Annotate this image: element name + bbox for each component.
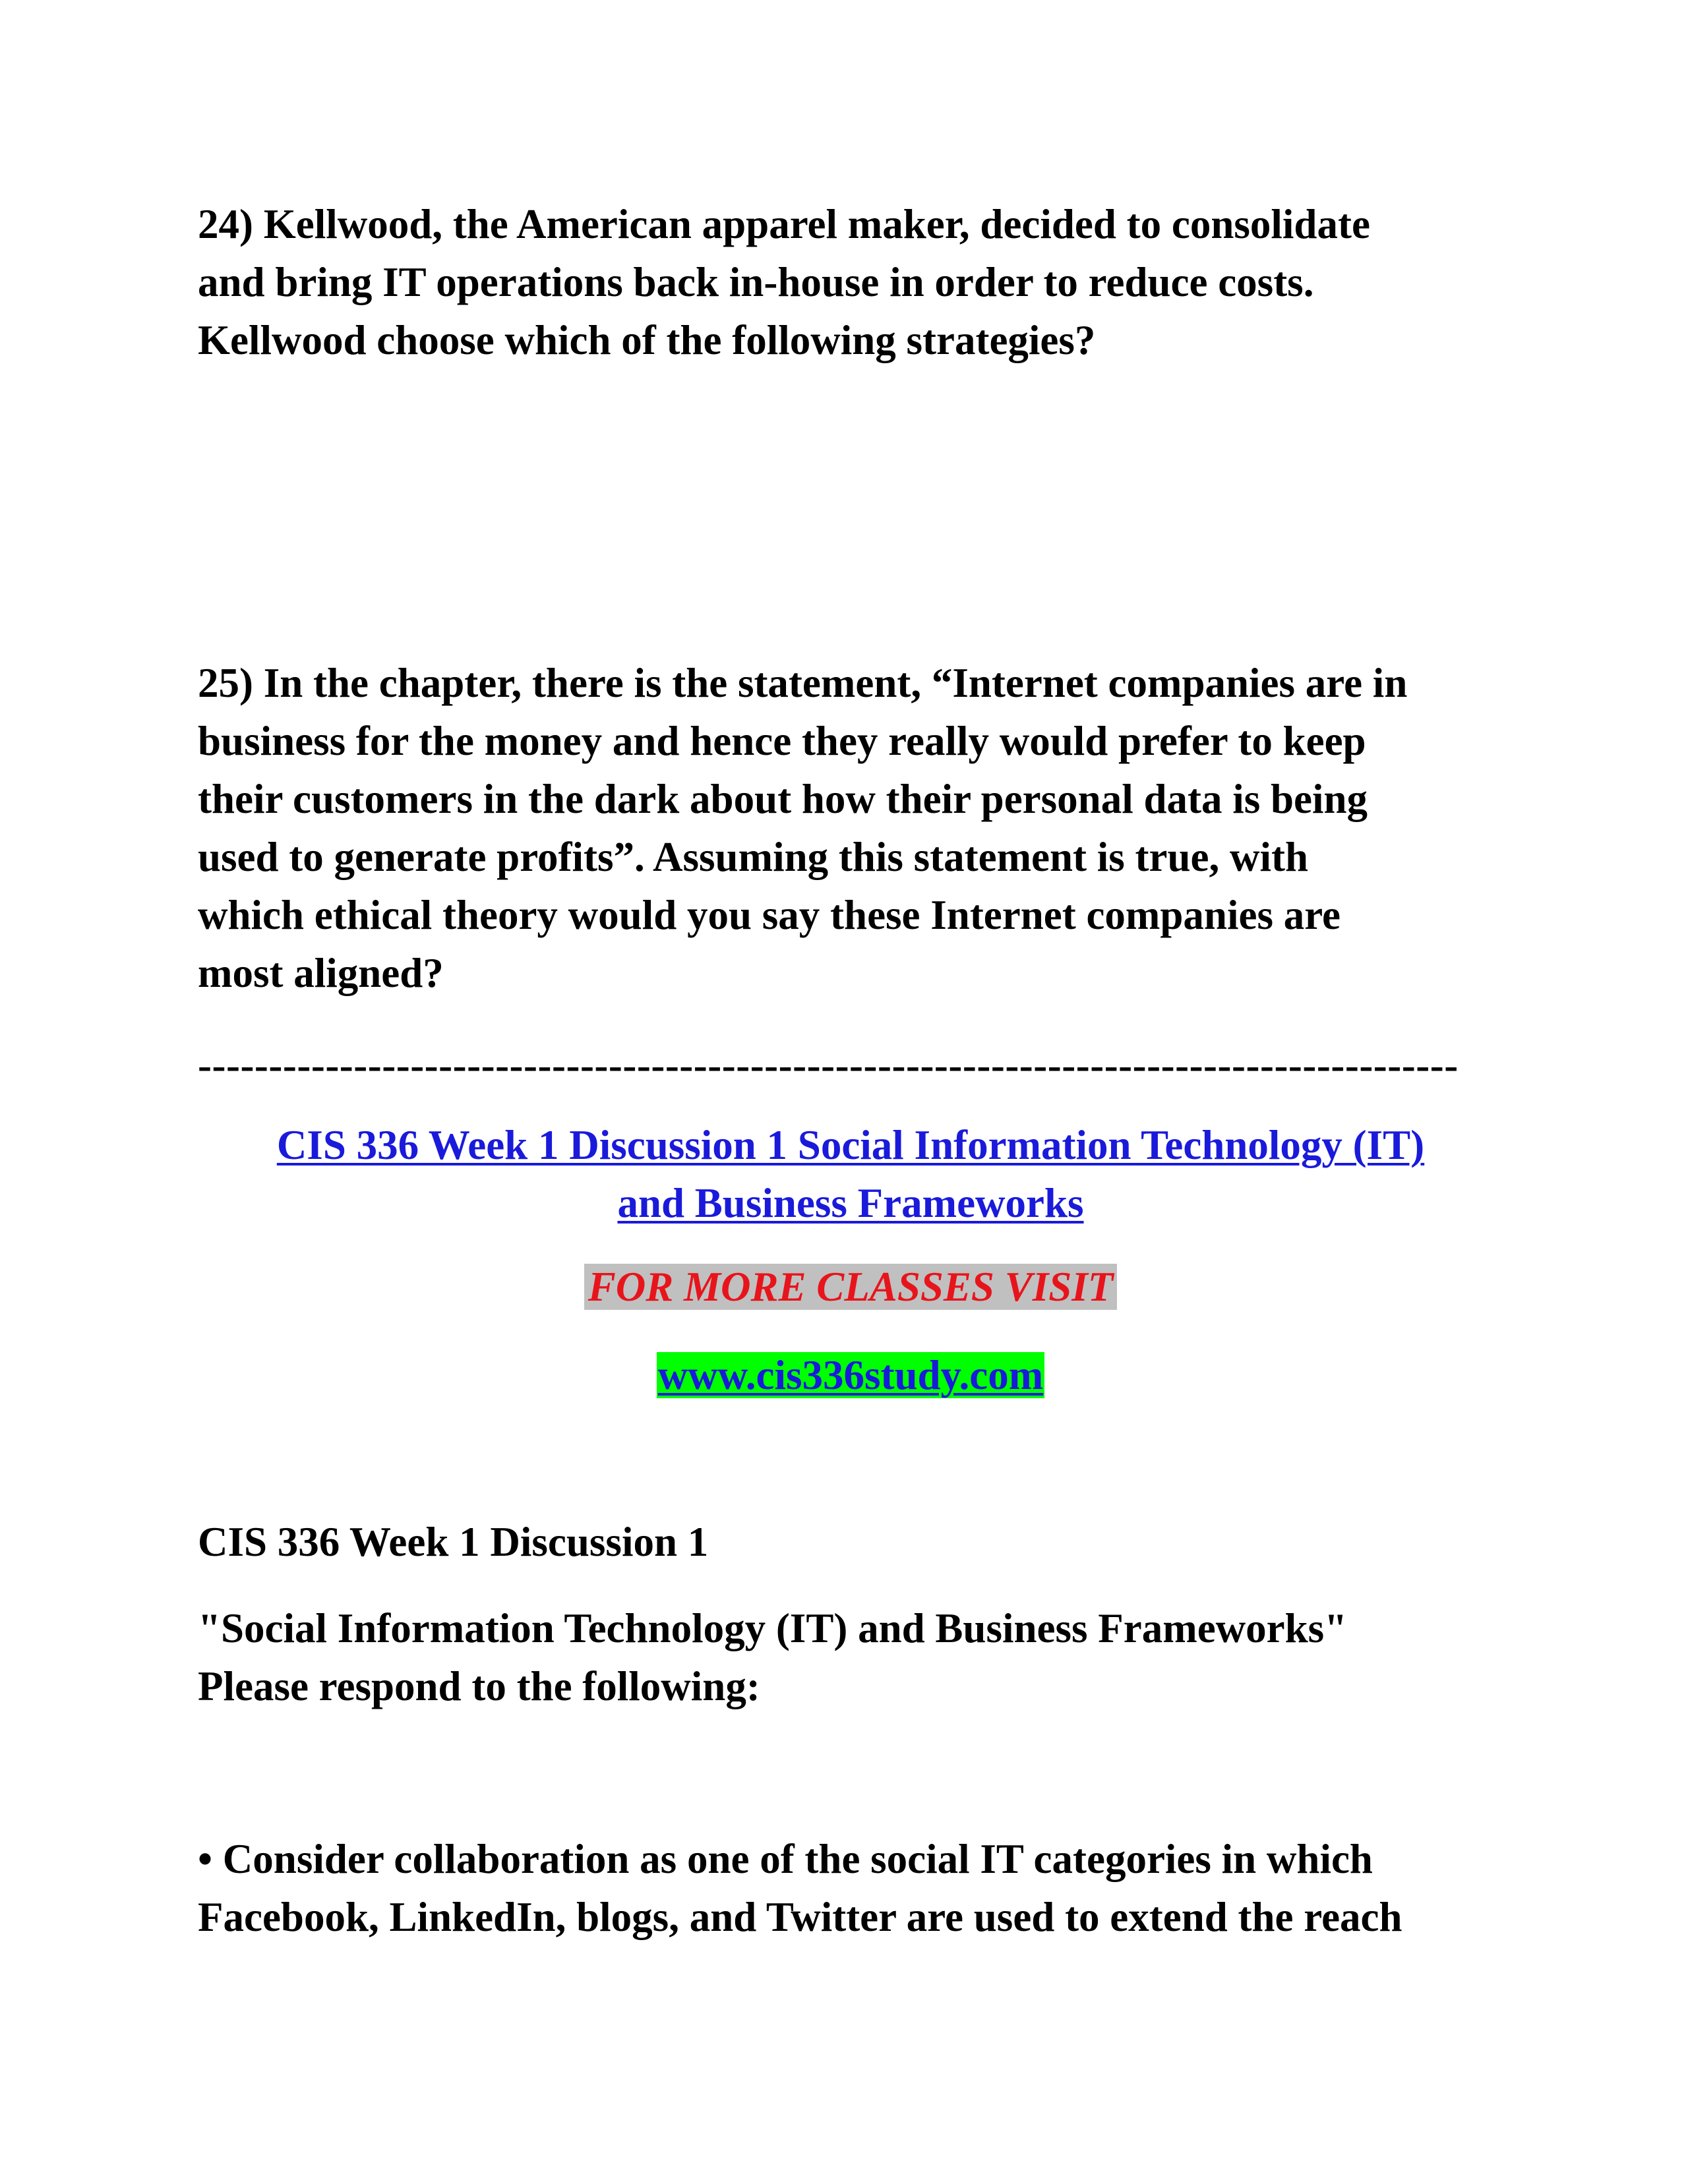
question-25-line: used to generate profits”. Assuming this statement is true, with — [198, 834, 1309, 880]
course-link-line: and Business Frameworks — [617, 1180, 1084, 1226]
question-25-line: 25) In the chapter, there is the statement, “Internet companies are in — [198, 660, 1408, 706]
discussion-bullet-line: Facebook, LinkedIn, blogs, and Twitter are used to extend the reach — [198, 1894, 1402, 1940]
course-title-link[interactable] — [198, 1116, 1503, 1232]
discussion-title: CIS 336 Week 1 Discussion 1 — [198, 1519, 709, 1565]
question-24 — [198, 195, 1503, 369]
question-25 — [198, 654, 1503, 1002]
question-25-line: business for the money and hence they really would prefer to keep — [198, 718, 1366, 764]
dashed-divider: ----------------------------------------------------------------------------------------- — [198, 1042, 1459, 1088]
discussion-heading — [198, 1599, 1503, 1715]
discussion-heading-line: Please respond to the following: — [198, 1663, 760, 1709]
discussion-bullet — [198, 1830, 1503, 1946]
promo-block — [198, 1258, 1503, 1316]
question-24-line: Kellwood choose which of the following strategies? — [198, 317, 1096, 363]
website-link[interactable]: www.cis336study.com — [657, 1352, 1044, 1398]
course-link-block — [198, 1116, 1503, 1232]
discussion-heading-line: "Social Information Technology (IT) and Business Frameworks" — [198, 1605, 1348, 1651]
promo-text: FOR MORE CLASSES VISIT — [584, 1264, 1118, 1310]
question-25-line: most aligned? — [198, 950, 444, 996]
course-link-line: CIS 336 Week 1 Discussion 1 Social Information Technology (IT) — [276, 1122, 1425, 1168]
question-24-line: and bring IT operations back in-house in order to reduce costs. — [198, 259, 1314, 305]
question-25-line: which ethical theory would you say these Internet companies are — [198, 892, 1341, 938]
discussion-bullet-line: • Consider collaboration as one of the social IT categories in which — [198, 1836, 1373, 1882]
question-25-line: their customers in the dark about how their personal data is being — [198, 776, 1368, 822]
question-24-line: 24) Kellwood, the American apparel maker, decided to consolidate — [198, 201, 1370, 247]
site-block — [198, 1346, 1503, 1404]
